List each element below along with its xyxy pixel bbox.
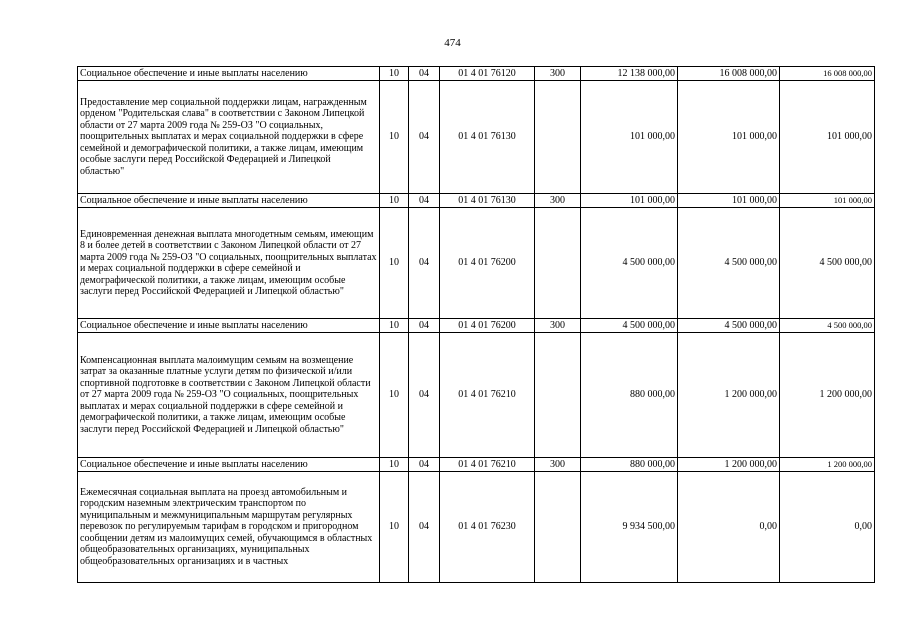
row-target-article: 01 4 01 76200 [440,208,535,319]
row-amount-1: 4 500 000,00 [581,319,678,333]
table-row [78,194,875,208]
row-amount-3: 4 500 000,00 [780,208,875,319]
row-expense-type: 300 [535,458,581,472]
row-section: 10 [380,472,409,583]
row-subsection: 04 [409,472,440,583]
row-amount-3: 1 200 000,00 [780,333,875,458]
table-row [78,67,875,81]
table-row [78,208,875,319]
row-section: 10 [380,194,409,208]
row-expense-type: 300 [535,194,581,208]
row-section: 10 [380,333,409,458]
row-expense-type [535,472,581,583]
row-amount-3: 16 008 000,00 [780,67,875,81]
row-target-article: 01 4 01 76120 [440,67,535,81]
row-amount-2: 1 200 000,00 [678,458,780,472]
row-subsection: 04 [409,81,440,194]
row-amount-1: 9 934 500,00 [581,472,678,583]
row-name: Предоставление мер социальной поддержки лицам, награжденным орденом "Родительская слава" в соответствии с Законом Липецкой области от 27 марта 2009 года № 259-ОЗ "О социальных, поощрительных выплатах и мерах социальной поддержки в сфере семейной и демографической политики, а также лицам, имеющим особые заслуги перед Российской Федерацией и Липецкой областью" [78,81,380,194]
row-subsection: 04 [409,208,440,319]
row-section: 10 [380,67,409,81]
table-row [78,319,875,333]
row-amount-1: 101 000,00 [581,194,678,208]
table-row [78,81,875,194]
row-name: Социальное обеспечение и иные выплаты населению [78,458,380,472]
row-amount-3: 4 500 000,00 [780,319,875,333]
row-amount-2: 101 000,00 [678,194,780,208]
row-amount-2: 0,00 [678,472,780,583]
row-target-article: 01 4 01 76130 [440,81,535,194]
row-amount-3: 1 200 000,00 [780,458,875,472]
row-expense-type [535,81,581,194]
row-target-article: 01 4 01 76210 [440,333,535,458]
row-section: 10 [380,458,409,472]
row-amount-1: 880 000,00 [581,458,678,472]
table-row [78,472,875,583]
table-row [78,333,875,458]
row-amount-2: 4 500 000,00 [678,319,780,333]
row-amount-1: 4 500 000,00 [581,208,678,319]
row-target-article: 01 4 01 76200 [440,319,535,333]
row-amount-3: 0,00 [780,472,875,583]
row-name: Ежемесячная социальная выплата на проезд автомобильным и городским наземным электрическим транспортом по муниципальным и межмуниципальным маршрутам регулярных перевозок по регулируемым тарифам в городском и пригородном сообщении детям из малоимущих семей, обучающимся в областных общеобразовательных организациях, муниципальных общеобразовательных организациях и в частных [78,472,380,583]
row-subsection: 04 [409,67,440,81]
row-amount-2: 1 200 000,00 [678,333,780,458]
row-expense-type: 300 [535,67,581,81]
row-amount-3: 101 000,00 [780,194,875,208]
row-target-article: 01 4 01 76230 [440,472,535,583]
row-section: 10 [380,208,409,319]
row-section: 10 [380,319,409,333]
row-name: Социальное обеспечение и иные выплаты населению [78,194,380,208]
row-amount-1: 12 138 000,00 [581,67,678,81]
row-amount-2: 4 500 000,00 [678,208,780,319]
row-expense-type: 300 [535,319,581,333]
row-subsection: 04 [409,194,440,208]
row-subsection: 04 [409,333,440,458]
row-amount-1: 101 000,00 [581,81,678,194]
row-expense-type [535,333,581,458]
row-amount-2: 101 000,00 [678,81,780,194]
page-number: 474 [444,37,461,49]
budget-table [77,66,875,583]
row-section: 10 [380,81,409,194]
row-expense-type [535,208,581,319]
row-target-article: 01 4 01 76130 [440,194,535,208]
row-amount-2: 16 008 000,00 [678,67,780,81]
row-amount-3: 101 000,00 [780,81,875,194]
row-subsection: 04 [409,319,440,333]
row-name: Компенсационная выплата малоимущим семьям на возмещение затрат за оказанные платные услуги детям по физической и/или спортивной подготовке в соответствии с Законом Липецкой области от 27 марта 2009 года № 259-ОЗ "О социальных, поощрительных выплатах и мерах социальной поддержки в сфере семейной и демографической политики, а также лицам, имеющим особые заслуги перед Российской Федерацией и Липецкой областью" [78,333,380,458]
table-row [78,458,875,472]
row-name: Социальное обеспечение и иные выплаты населению [78,319,380,333]
row-name: Единовременная денежная выплата многодетным семьям, имеющим 8 и более детей в соответствии с Законом Липецкой области от 27 марта 2009 года № 259-ОЗ "О социальных, поощрительных выплатах и мерах социальной поддержки в сфере семейной и демографической политики, а также лицам, имеющим особые заслуги перед Российской Федерацией и Липецкой областью" [78,208,380,319]
row-target-article: 01 4 01 76210 [440,458,535,472]
row-name: Социальное обеспечение и иные выплаты населению [78,67,380,81]
row-amount-1: 880 000,00 [581,333,678,458]
row-subsection: 04 [409,458,440,472]
